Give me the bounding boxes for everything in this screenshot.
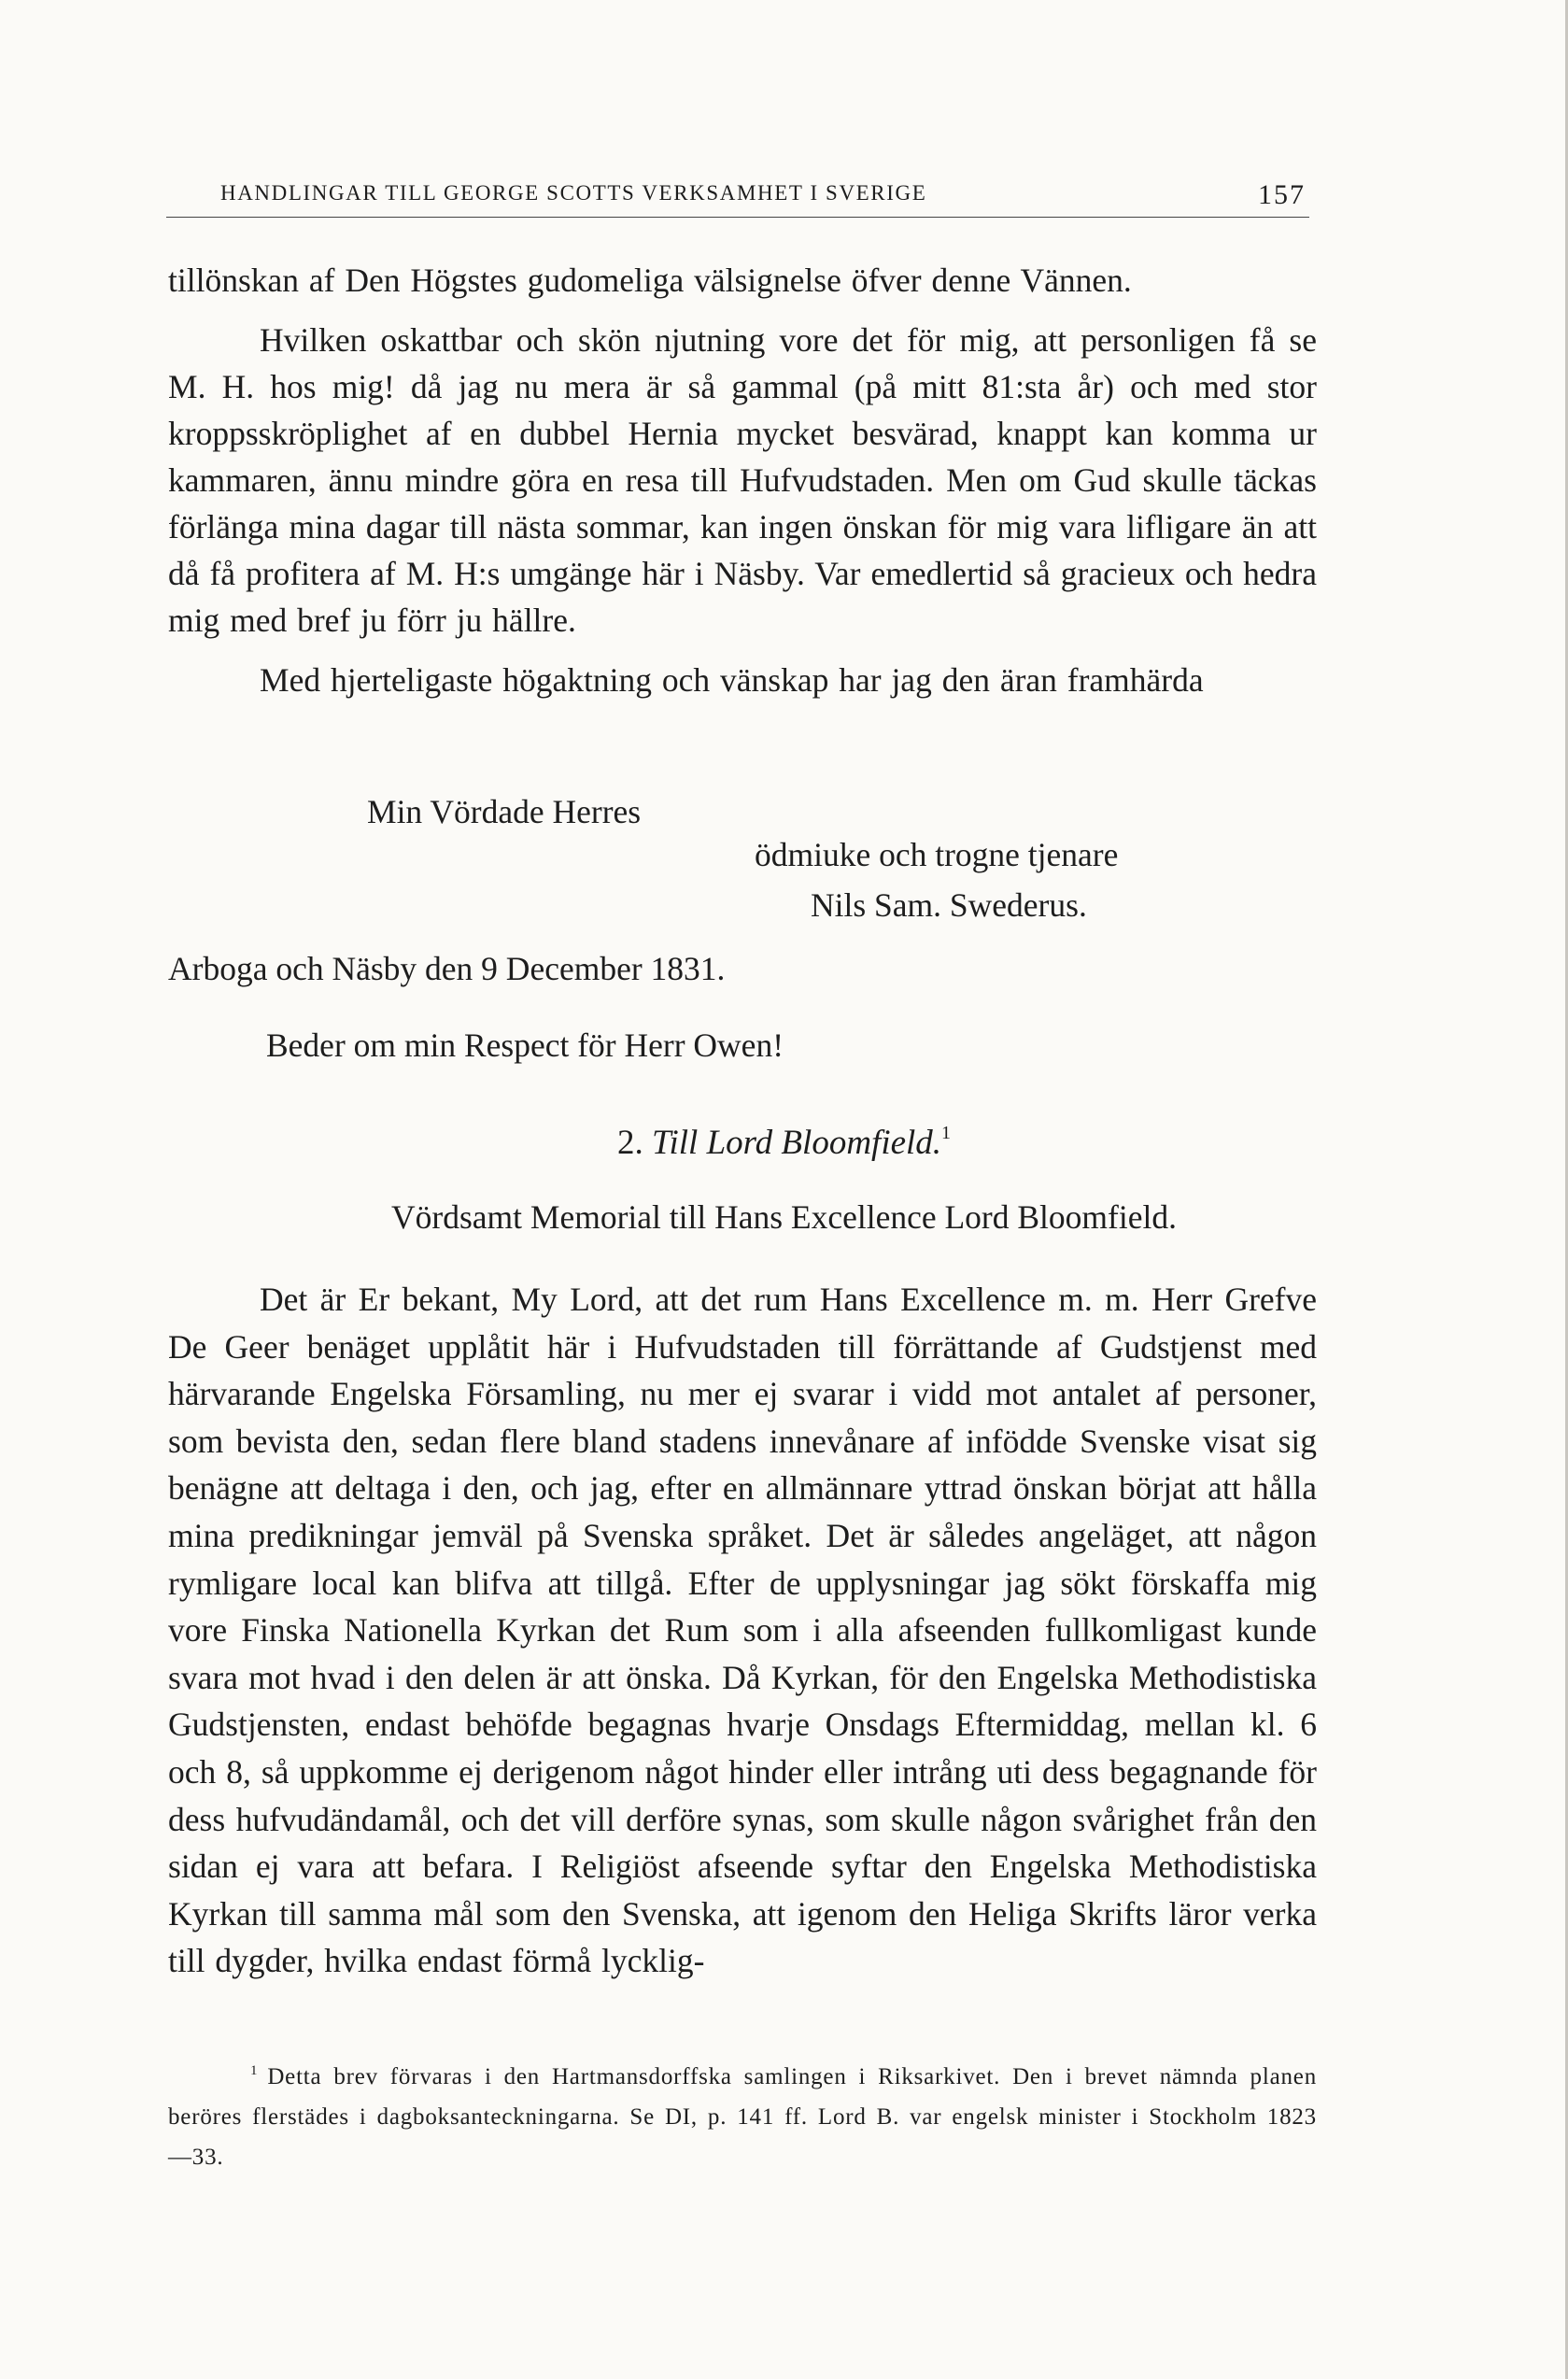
footnote-mark: 1	[250, 2063, 259, 2078]
footnote-text: Detta brev förvaras i den Hartmansdorffska samlingen i Riksarkivet. Den i brevet nämnda planen beröres flerstädes i dagboksanteckningarna. Se DI, p. 141 ff. Lord B. var engelsk minister i Stockholm 1823—33.	[168, 2064, 1317, 2170]
letter-salutation: Min Vördade Herres	[367, 793, 642, 830]
letter-signature: Nils Sam. Swederus.	[811, 886, 1087, 924]
memorial-paragraph: Det är Er bekant, My Lord, att det rum Hans Excellence m. m. Herr Grefve De Geer benäget upplåtit här i Hufvudstaden till förrättande af Gudstjenst med härvarande Engelska Församling, nu mer ej svarar i vidd mot antalet af personer, som bevista den, sedan flere bland stadens innevånare af infödde Svenske visat sig benägne att deltaga i den, och jag, efter en allmännare yttrad önskan börjat att hålla mina predikningar jemväl på Svenska språket. Det är således angeläget, att någon rymligare local kan blifva att tillgå. Efter de upplysningar jag sökt förskaffa mig vore Finska Nationella Kyrkan det Rum som i alla afseenden fullkomligast kunde svara mot hvad i den delen är att önska. Då Kyrkan, för den Engelska Methodistiska Gudstjensten, endast behöfde begagnas hvarje Onsdags Eftermiddag, mellan kl. 6 och 8, så uppkomme ej derigenom något hinder eller intrång uti dess begagnande för dess hufvudändamål, och det vill derföre synas, som skulle någon svårighet från den sidan ej vara att befara. I Religiöst afseende syftar den Engelska Methodistiska Kyrkan till samma mål som den Svenska, att igenom den Heliga Skrifts läror verka till dygder, hvilka endast förmå lycklig-	[168, 1281, 1317, 1980]
letter-body	[168, 257, 1317, 703]
letter-place-date: Arboga och Näsby den 9 December 1831.	[168, 950, 726, 987]
section-heading	[0, 1123, 1568, 1163]
letter-postscript: Beder om min Respect för Herr Owen!	[266, 1027, 784, 1064]
letter-paragraph: Hvilken oskattbar och skön njutning vore det för mig, att personligen få se M. H. hos mig! då jag nu mera är så gammal (på mitt 81:sta år) och med stor kroppsskröplighet af en dubbel Hernia mycket besvärad, knappt kan komma ur kammaren, ännu mindre göra en resa till Hufvudstaden. Men om Gud skulle täckas förlänga mina dagar till nästa sommar, kan ingen önskan för mig vara lifligare än att då få profitera af M. H:s umgänge här i Näsby. Var emedlertid så gracieux och hedra mig med bref ju förr ju hällre.	[168, 321, 1317, 639]
letter-paragraph: Med hjerteligaste högaktning och vänskap har jag den äran framhärda	[260, 661, 1204, 699]
letter-paragraph: tillönskan af Den Högstes gudomeliga välsignelse öfver denne Vännen.	[168, 262, 1132, 299]
memorial-title: Vördsamt Memorial till Hans Excellence Lord Bloomfield.	[391, 1198, 1177, 1236]
footnote	[168, 2051, 1317, 2177]
running-title: HANDLINGAR TILL GEORGE SCOTTS VERKSAMHET I SVERIGE	[220, 181, 927, 205]
footnote-reference: 1	[941, 1123, 952, 1143]
section-title: Till Lord Bloomfield.	[651, 1124, 942, 1162]
memorial-body	[168, 1276, 1317, 1985]
letter-closing: ödmiuke och trogne tjenare	[755, 836, 1119, 873]
running-header	[166, 177, 1309, 218]
section-number: 2.	[616, 1124, 643, 1162]
page-number: 157	[1258, 179, 1306, 210]
